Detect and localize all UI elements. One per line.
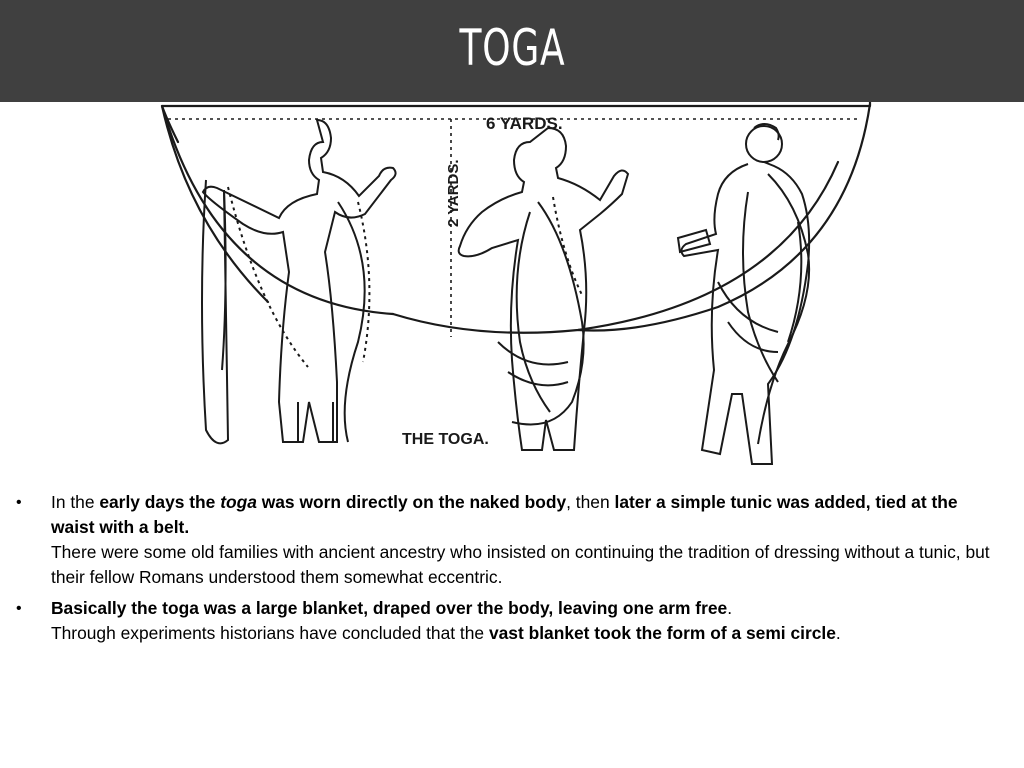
label-width: 6 YARDS.	[486, 114, 563, 133]
bullet-item	[14, 490, 1004, 590]
text-run: .	[727, 598, 733, 618]
bullet-text	[51, 596, 1004, 646]
text-bold: vast blanket took the form of a semi circle	[488, 623, 836, 643]
text-run: .	[835, 623, 841, 643]
text-run: , then	[566, 492, 615, 512]
bullet-dot: •	[16, 494, 22, 511]
text-bold-italic: toga	[220, 492, 257, 512]
text-bold: later a simple tunic was added, tied at the waist with a belt.	[51, 492, 958, 537]
text-bold: was worn directly on the naked body	[256, 492, 567, 512]
figure-left	[202, 120, 396, 443]
bullet-dot: •	[16, 600, 22, 617]
text-run: There were some old families with ancient ancestry who insisted on continuing the tradition of dressing without a tunic, but their fellow Romans understood them somewhat eccentric.	[51, 542, 990, 587]
label-height: 2 YARDS.	[445, 159, 462, 227]
toga-illustration	[158, 102, 874, 480]
slide-title: TOGA	[459, 19, 565, 77]
bullet-text	[51, 490, 1004, 590]
text-run: In the	[51, 492, 100, 512]
bullet-item	[14, 596, 1004, 646]
text-bold: early days the	[99, 492, 221, 512]
figure-middle	[459, 128, 628, 450]
bullet-list	[14, 490, 1004, 652]
title-bar	[0, 0, 1024, 102]
text-run: Through experiments historians have concluded that the	[51, 623, 489, 643]
figure-caption: THE TOGA.	[402, 431, 489, 448]
text-bold: Basically the toga was a large blanket, draped over the body, leaving one arm free	[51, 598, 728, 618]
